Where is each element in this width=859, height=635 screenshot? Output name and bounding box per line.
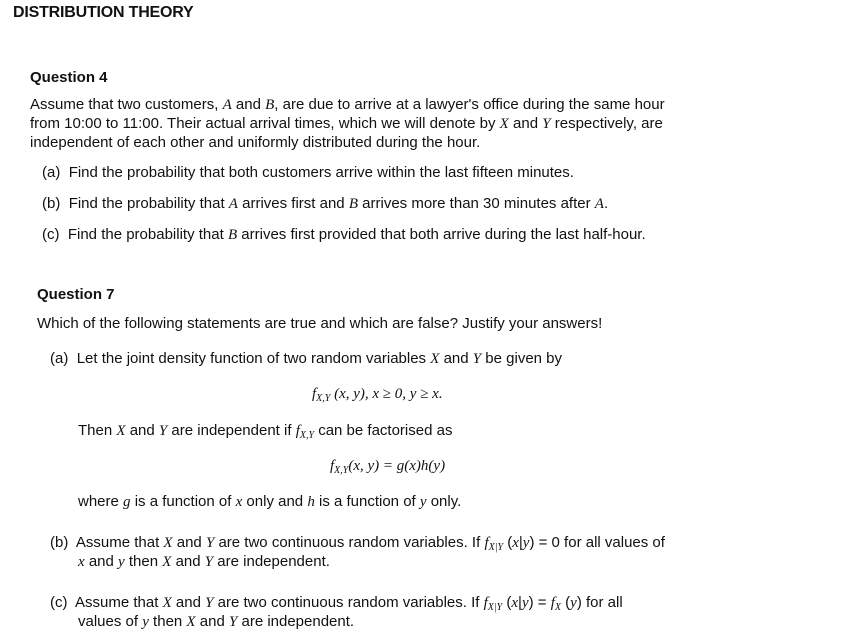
question-7-part-b-line-2: x and y then X and Y are independent. [78,553,330,570]
question-7-part-a-line-1 [50,349,562,369]
eq-text: $f_{X,Y}(x$, y) = g(x)h(y) [330,458,446,476]
part-text: Assume that X and Y are two continuous random variables. If $f_{X|Y}$ (x|y) = 0 for all values of [75,534,665,553]
part-text: Let the joint density function of two random variables X and Y be given by [76,350,563,367]
question-4-intro-line-3: independent of each other and uniformly distributed during the hour. [30,134,481,151]
part-text: Find the probability that both customers arrive within the last fifteen minutes. [68,164,574,181]
part-label: (b) [42,195,61,212]
part-label: (c) [50,594,68,611]
part-label: (b) [50,534,69,551]
part-text: Assume that X and Y are two continuous random variables. If $f_{X|Y}$ $(x|y) = f_X$ (y) for all [75,594,623,613]
question-4-part-b [42,194,608,214]
question-4-intro-line-2: from 10:00 to 11:00. Their actual arrival times, which we will denote by X and Y respectively, are [30,115,663,132]
part-label: (a) [50,350,69,367]
question-4-part-c [42,225,646,245]
question-7-part-a-line-2: Then X and Y are independent if $f_{X,Y}$ can be factorised as [78,422,453,441]
part-label: (c) [42,226,60,243]
equation-factorisation [330,457,445,476]
equation-joint-density-support [312,385,443,404]
eq-text: $f_{X,Y}$ (x, y), x ≥ 0, y ≥ x. [312,386,443,404]
page-header-title: DISTRIBUTION THEORY [13,4,194,21]
question-4-part-a [42,163,574,182]
question-7-part-c-line-2: values of y then X and Y are independent. [78,613,355,630]
part-text: Find the probability that B arrives first provided that both arrive during the last half-hour. [67,226,646,243]
question-7-part-a-line-3: where g is a function of x only and h is a function of y only. [78,493,462,510]
question-4-intro-line-1: Assume that two customers, A and B, are due to arrive at a lawyer's office during the same hour [30,96,665,113]
part-label: (a) [42,164,61,181]
part-text: Find the probability that A arrives first and B arrives more than 30 minutes after A. [68,195,609,212]
question-7-title: Question 7 [37,286,115,303]
question-4-title: Question 4 [30,69,108,86]
question-7-intro: Which of the following statements are true and which are false? Justify your answers! [37,315,603,332]
